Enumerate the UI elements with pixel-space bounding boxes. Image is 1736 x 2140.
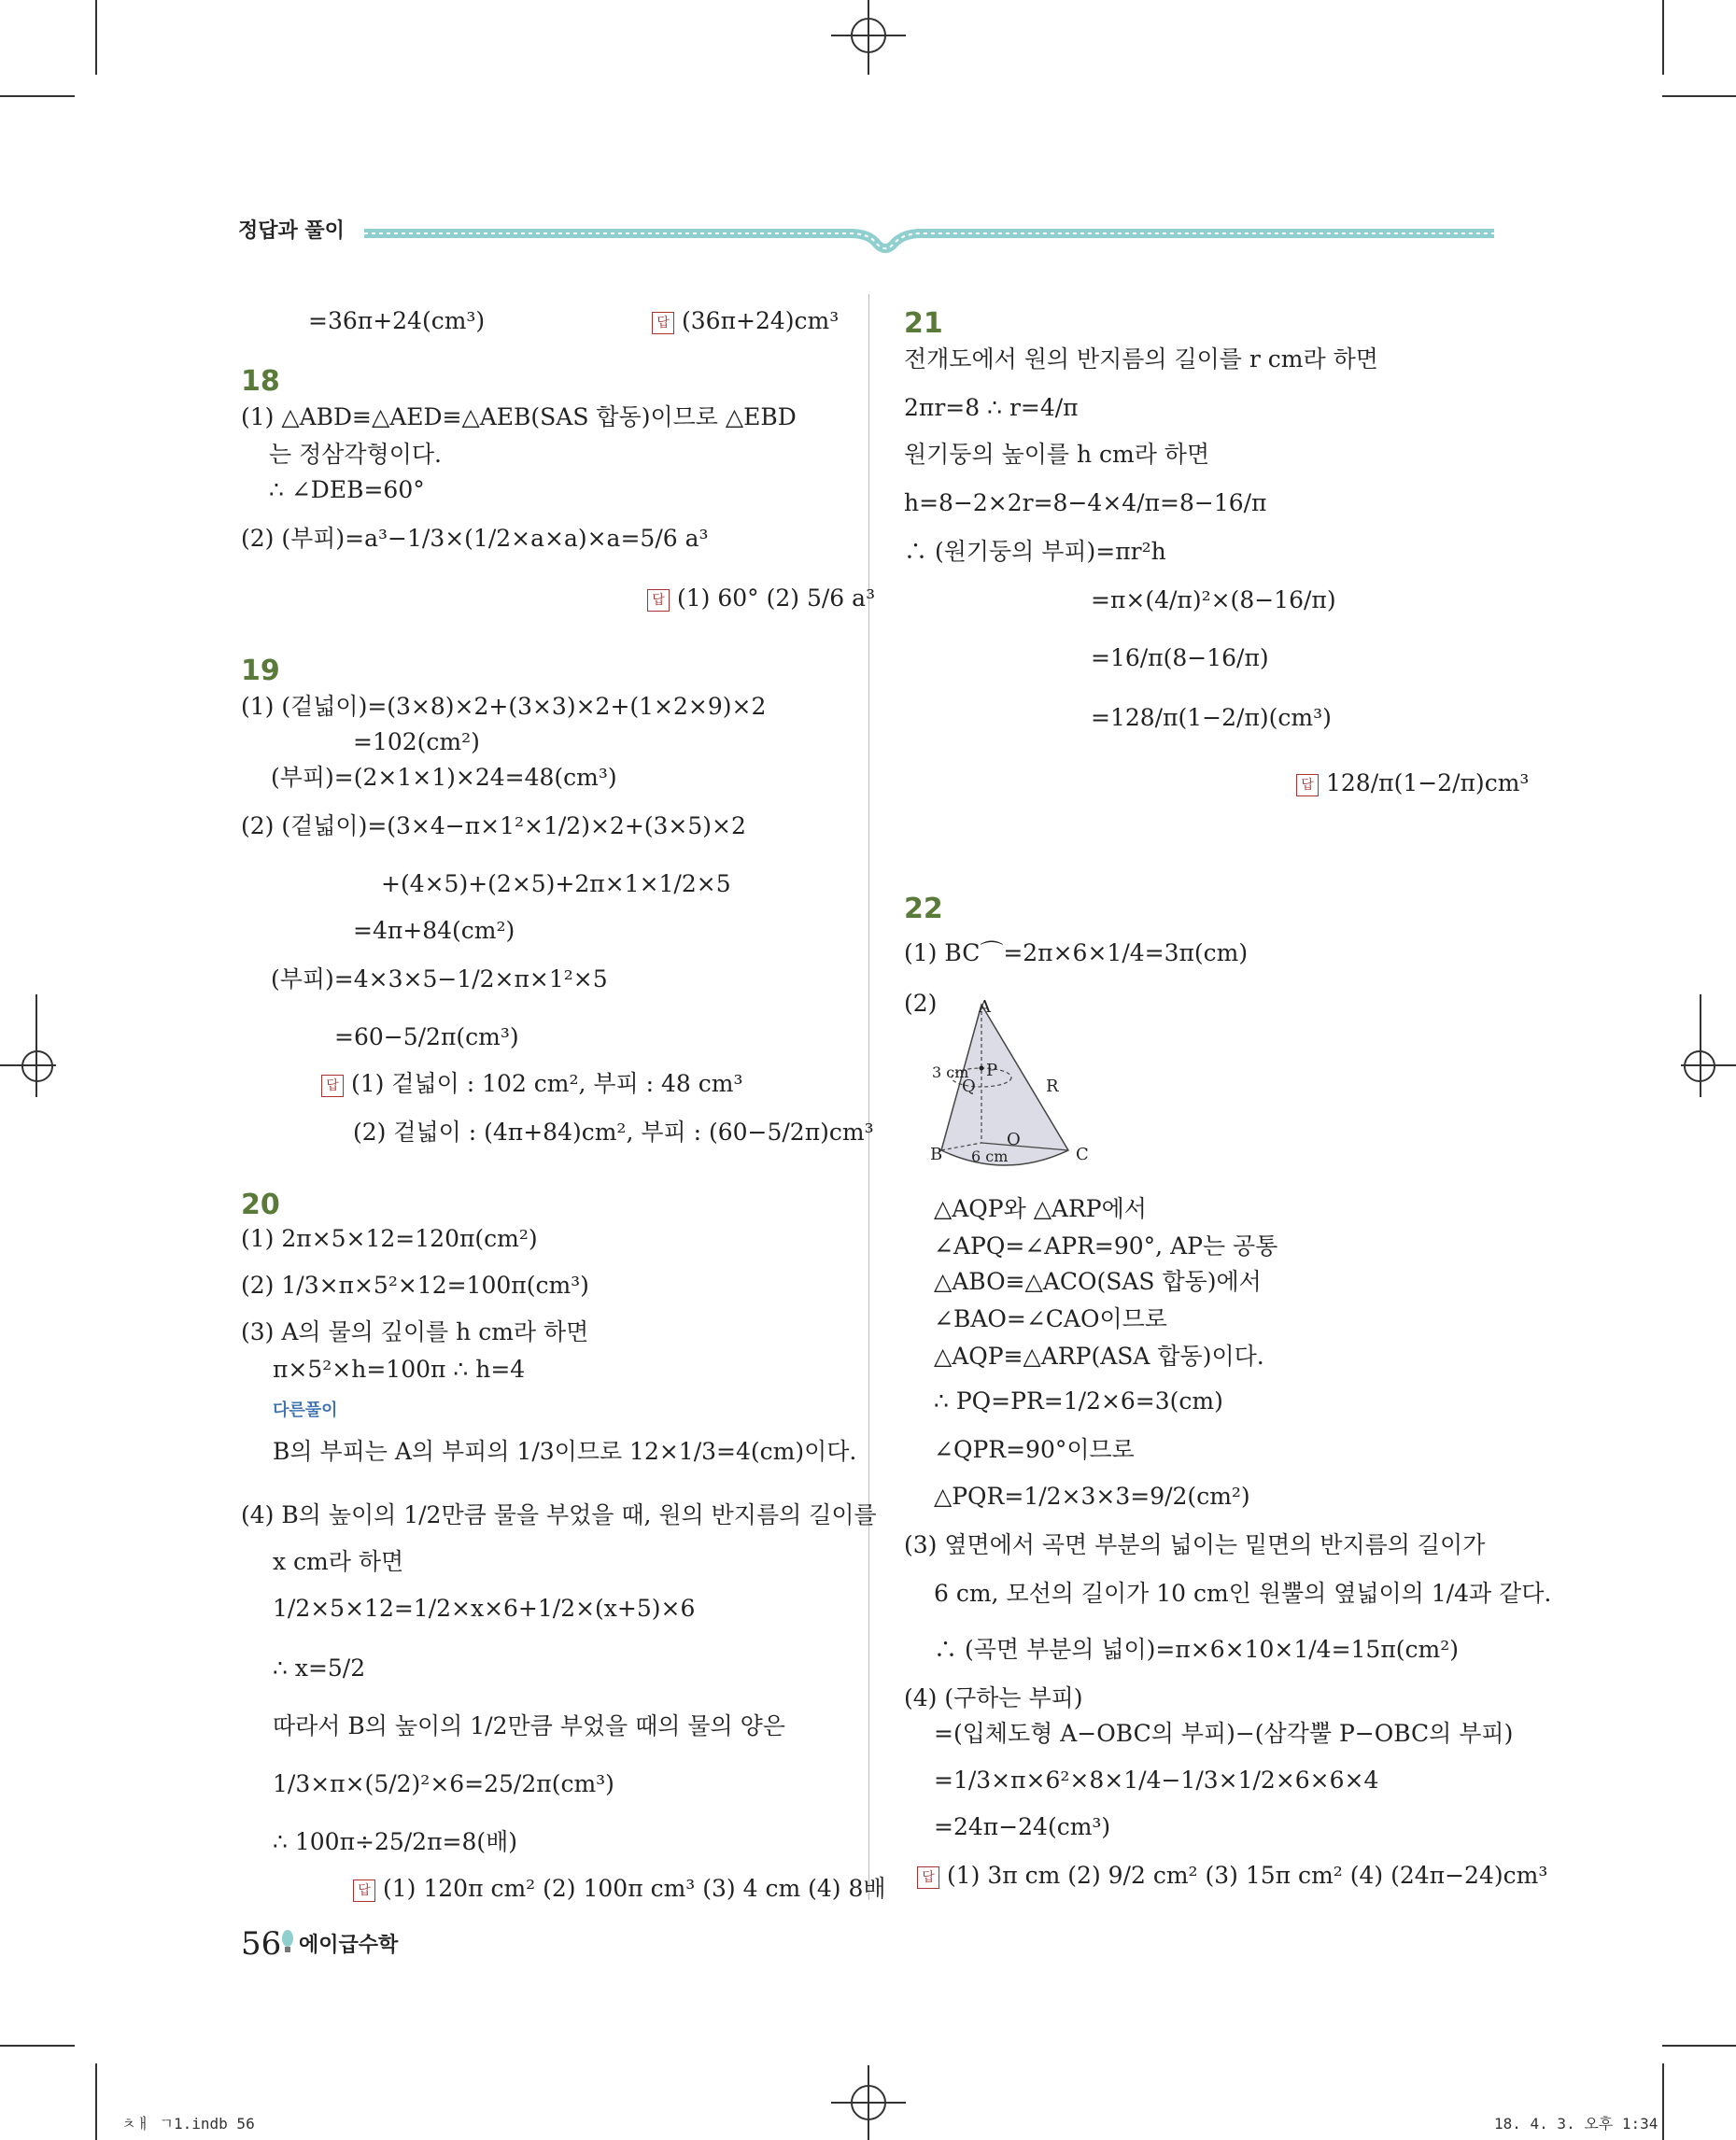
text-line: ∠BAO=∠CAO이므로	[934, 1305, 1167, 1332]
text-line: 전개도에서 원의 반지름의 길이를 r cm라 하면	[904, 345, 1378, 373]
figure-label: O	[1007, 1130, 1021, 1149]
crop-mark	[1662, 2045, 1736, 2047]
figure-label: A	[979, 997, 991, 1017]
problem-number: 21	[904, 307, 943, 340]
text-line: △AQP≡△ARP(ASA 합동)이다.	[934, 1343, 1264, 1370]
equation-line: =128/π(1−2/π)(cm³)	[1091, 704, 1332, 731]
figure-label: B	[930, 1145, 943, 1164]
text-line: B의 부피는 A의 부피의 1/3이므로 12×1/3=4(cm)이다.	[273, 1438, 857, 1465]
answer-line: 답 (1) 겉넓이 : 102 cm², 부피 : 48 cm³	[321, 1066, 743, 1102]
figure-label: Q	[962, 1077, 976, 1096]
equation-line: ∴ ∠DEB=60°	[269, 476, 425, 503]
answer-icon: 답	[917, 1866, 939, 1889]
figure-label: P	[986, 1061, 998, 1080]
crop-mark	[0, 95, 75, 97]
equation-line: =60−5/2π(cm³)	[334, 1023, 519, 1050]
text-line: (3) 옆면에서 곡면 부분의 넓이는 밑면의 반지름의 길이가	[904, 1531, 1486, 1558]
header-rule	[364, 217, 1494, 260]
text-line: 원기둥의 높이를 h cm라 하면	[904, 441, 1210, 468]
text-line: 6 cm, 모선의 길이가 10 cm인 원뿔의 옆넓이의 1/4과 같다.	[934, 1580, 1552, 1607]
brand-logo: 에이급수학	[299, 1934, 399, 1957]
answer-line: 답 (1) 60° (2) 5/6 a³	[647, 581, 875, 616]
equation-line: ∴ (원기둥의 부피)=πr²h	[904, 538, 1166, 565]
figure-label: C	[1076, 1145, 1089, 1164]
equation-line: ∴ (곡면 부분의 넓이)=π×6×10×1/4=15π(cm²)	[934, 1636, 1459, 1663]
equation-line: (1) (겉넓이)=(3×8)×2+(3×3)×2+(1×2×9)×2	[241, 693, 767, 720]
equation-line: (1) 2π×5×12=120π(cm²)	[241, 1225, 538, 1252]
figure-label: R	[1046, 1077, 1059, 1096]
text-line: △ABO≡△ACO(SAS 합동)에서	[934, 1268, 1262, 1295]
equation-line: ∴ PQ=PR=1/2×6=3(cm)	[934, 1387, 1223, 1415]
equation-line: +(4×5)+(2×5)+2π×1×1/2×5	[381, 870, 731, 897]
alternative-solution-label: 다른풀이	[273, 1401, 338, 1420]
equation-line: =1/3×π×6²×8×1/4−1/3×1/2×6×6×4	[934, 1767, 1379, 1794]
figure-label: 6 cm	[971, 1147, 1009, 1165]
equation-line: (부피)=4×3×5−1/2×π×1²×5	[271, 965, 608, 993]
text-line: (1) △ABD≡△AED≡△AEB(SAS 합동)이므로 △EBD	[241, 403, 797, 430]
text-line: (3) A의 물의 깊이를 h cm라 하면	[241, 1318, 589, 1345]
equation-line: (부피)=(2×1×1)×24=48(cm³)	[271, 764, 617, 791]
equation-line: (1) BC⌒=2π×6×1/4=3π(cm)	[904, 939, 1249, 966]
equation-line: =102(cm²)	[353, 728, 480, 755]
problem-number: 18	[241, 365, 280, 398]
text-line: 는 정삼각형이다.	[269, 441, 442, 468]
equation-line: ∴ 100π÷25/2π=8(배)	[273, 1828, 518, 1855]
registration-mark	[1679, 1046, 1720, 1087]
crop-mark	[95, 2063, 97, 2140]
registration-mark	[831, 2065, 906, 2140]
text-line: ∠QPR=90°이므로	[934, 1436, 1135, 1463]
problem-number: 20	[241, 1189, 280, 1221]
page-number: 56	[241, 1925, 282, 1963]
text-line: (4) (구하는 부피)	[904, 1684, 1083, 1711]
answer-icon: 답	[1296, 774, 1319, 796]
answer-icon: 답	[647, 589, 670, 612]
column-divider	[868, 294, 869, 1900]
answer-icon: 답	[652, 312, 674, 334]
equation-line: =16/π(8−16/π)	[1091, 644, 1269, 671]
equation-line: 2πr=8 ∴ r=4/π	[904, 394, 1079, 421]
text-line: (2)	[904, 990, 938, 1017]
equation-line: (2) 1/3×π×5²×12=100π(cm³)	[241, 1272, 589, 1299]
equation-line: (2) (부피)=a³−1/3×(1/2×a×a)×a=5/6 a³	[241, 525, 709, 552]
lightbulb-icon	[280, 1929, 295, 1955]
equation-line: =24π−24(cm³)	[934, 1813, 1111, 1840]
answer-line: 답 (36π+24)cm³	[652, 303, 839, 339]
equation-line: h=8−2×2r=8−4×4/π=8−16/π	[904, 489, 1267, 516]
text-line: ∠APQ=∠APR=90°, AP는 공통	[934, 1232, 1278, 1260]
print-date: 18. 4. 3. 오후 1:34	[1494, 2115, 1658, 2133]
text-line: x cm라 하면	[273, 1548, 404, 1575]
equation-line: 1/2×5×12=1/2×x×6+1/2×(x+5)×6	[273, 1595, 696, 1622]
print-slug: ㅊㅐ ㄱ1.indb 56	[121, 2115, 255, 2133]
crop-mark	[1662, 2063, 1664, 2140]
answer-line: 답 (1) 3π cm (2) 9/2 cm² (3) 15π cm² (4) (24π−24)cm³	[917, 1858, 1547, 1894]
answer-line: 답 128/π(1−2/π)cm³	[1296, 766, 1529, 801]
problem-number: 22	[904, 893, 943, 925]
text-line: (4) B의 높이의 1/2만큼 물을 부었을 때, 원의 반지름의 길이를	[241, 1501, 877, 1528]
crop-mark	[0, 2045, 75, 2047]
problem-number: 19	[241, 655, 280, 687]
figure-label: 3 cm	[932, 1063, 969, 1081]
answer-line: 답 (1) 120π cm² (2) 100π cm³ (3) 4 cm (4) 8배	[353, 1871, 886, 1907]
equation-line: 1/3×π×(5/2)²×6=25/2π(cm³)	[273, 1770, 614, 1797]
equation-line: (2) (겉넓이)=(3×4−π×1²×1/2)×2+(3×5)×2	[241, 812, 746, 839]
equation-line: π×5²×h=100π ∴ h=4	[273, 1356, 526, 1383]
text-line: △AQP와 △ARP에서	[934, 1195, 1147, 1222]
crop-mark	[95, 0, 97, 75]
equation-line: △PQR=1/2×3×3=9/2(cm²)	[934, 1483, 1250, 1510]
section-title: 정답과 풀이	[238, 219, 345, 243]
equation-line: =(입체도형 A−OBC의 부피)−(삼각뿔 P−OBC의 부피)	[934, 1720, 1514, 1747]
crop-mark	[1662, 95, 1736, 97]
equation-line: =π×(4/π)²×(8−16/π)	[1091, 586, 1336, 613]
answer-line: (2) 겉넓이 : (4π+84)cm², 부피 : (60−5/2π)cm³	[353, 1119, 874, 1146]
answer-icon: 답	[353, 1880, 375, 1902]
equation-line: =4π+84(cm²)	[353, 917, 515, 944]
crop-mark	[1662, 0, 1664, 75]
equation-line: ∴ x=5/2	[273, 1654, 366, 1682]
registration-mark	[831, 0, 906, 75]
text-line: 따라서 B의 높이의 1/2만큼 부었을 때의 물의 양은	[273, 1712, 785, 1739]
registration-mark	[17, 1046, 58, 1087]
equation-line: =36π+24(cm³)	[308, 307, 486, 334]
answer-icon: 답	[321, 1075, 344, 1097]
